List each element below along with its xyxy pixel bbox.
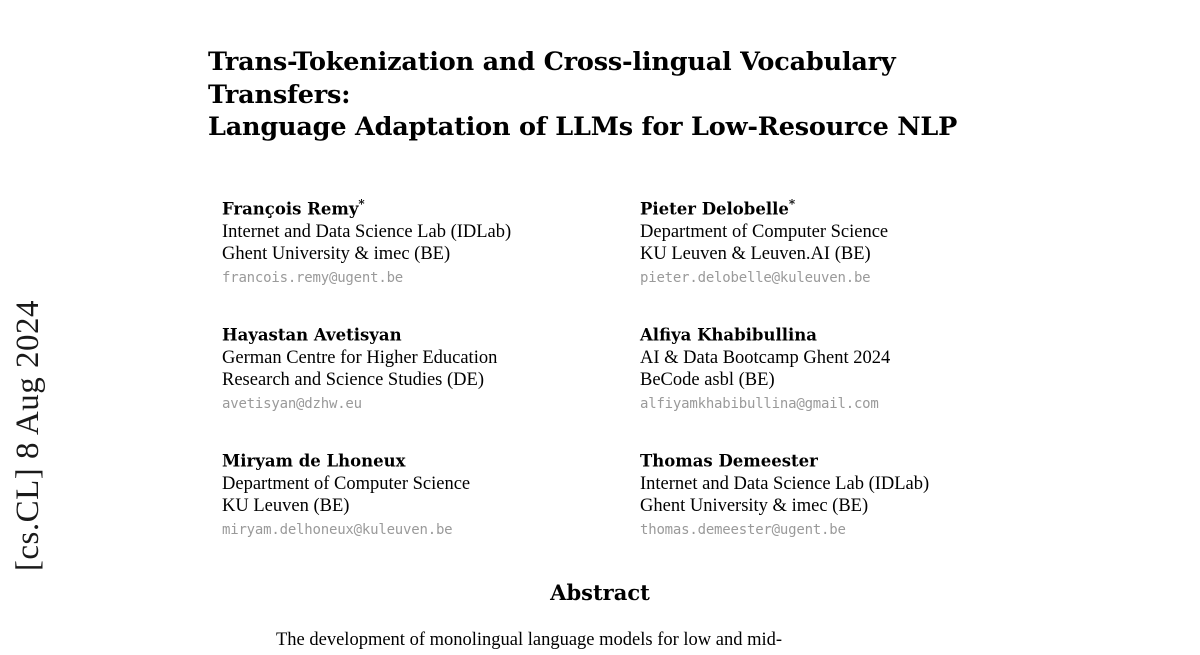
author-name — [222, 196, 640, 221]
author-email[interactable]: miryam.delhoneux@kuleuven.be — [222, 521, 453, 538]
arxiv-identifier-stamp: [cs.CL] 8 Aug 2024 — [10, 300, 46, 572]
abstract-text: The development of monolingual language models for low and mid- — [276, 630, 783, 650]
author-name-text: François Remy — [222, 199, 359, 219]
author-name — [640, 322, 1040, 347]
author-entry — [640, 322, 1040, 415]
author-affiliation-line-1: Department of Computer Science — [222, 473, 471, 494]
author-entry — [222, 196, 640, 289]
author-affiliation-line-1: AI & Data Bootcamp Ghent 2024 — [640, 347, 891, 368]
author-email[interactable]: avetisyan@dzhw.eu — [222, 395, 362, 412]
author-row — [222, 196, 1042, 289]
author-row — [222, 448, 1042, 541]
author-affiliation-line-1: Internet and Data Science Lab (IDLab) — [222, 221, 512, 242]
author-name-text: Miryam de Lhoneux — [222, 451, 406, 471]
author-affiliation-line-1: Internet and Data Science Lab (IDLab) — [640, 473, 930, 494]
author-row — [222, 322, 1042, 415]
author-email[interactable]: thomas.demeester@ugent.be — [640, 521, 846, 538]
author-name — [222, 448, 640, 473]
title-line-1: Trans-Tokenization and Cross-lingual Vocabulary Transfers: — [208, 47, 896, 110]
author-block — [222, 196, 1042, 574]
author-affiliation-line-2: BeCode asbl (BE) — [640, 370, 775, 391]
author-affiliation-line-1: German Centre for Higher Education — [222, 347, 498, 368]
author-name-text: Thomas Demeester — [640, 451, 818, 471]
author-affiliation-line-2: Research and Science Studies (DE) — [222, 370, 484, 391]
author-entry — [640, 196, 1040, 289]
author-affiliation-line-2: Ghent University & imec (BE) — [222, 244, 451, 265]
author-footnote-marker: * — [358, 197, 365, 211]
abstract-heading: Abstract — [550, 580, 650, 605]
author-email[interactable]: francois.remy@ugent.be — [222, 269, 404, 286]
author-name — [640, 196, 1040, 221]
author-entry — [640, 448, 1040, 541]
author-footnote-marker: * — [788, 197, 796, 211]
author-entry — [222, 322, 640, 415]
author-affiliation-line-2: KU Leuven (BE) — [222, 496, 350, 517]
author-affiliation-line-1: Department of Computer Science — [640, 221, 889, 242]
author-affiliation-line-2: KU Leuven & Leuven.AI (BE) — [640, 244, 871, 265]
author-email[interactable]: pieter.delobelle@kuleuven.be — [640, 269, 871, 286]
author-name — [640, 448, 1040, 473]
author-name-text: Hayastan Avetisyan — [222, 325, 402, 345]
author-name-text: Pieter Delobelle — [640, 199, 789, 219]
author-entry — [222, 448, 640, 541]
title-line-2: Language Adaptation of LLMs for Low-Resource NLP — [208, 112, 958, 143]
author-email[interactable]: alfiyamkhabibullina@gmail.com — [640, 395, 879, 412]
author-name — [222, 322, 640, 347]
page-title — [208, 46, 1038, 144]
author-affiliation-line-2: Ghent University & imec (BE) — [640, 496, 869, 517]
author-name-text: Alfiya Khabibullina — [640, 325, 817, 345]
